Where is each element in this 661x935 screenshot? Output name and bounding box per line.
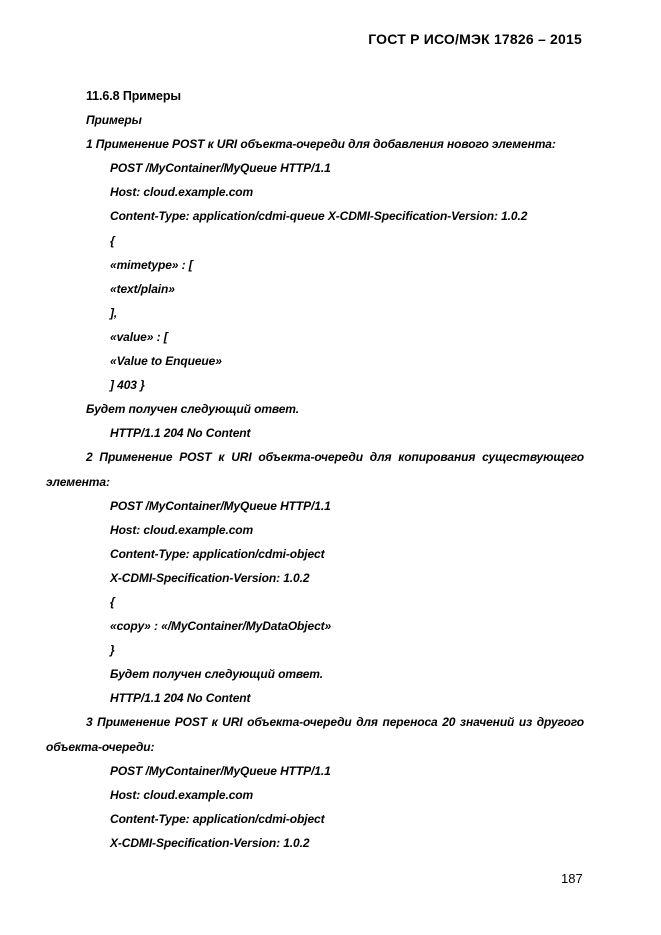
code-line: ] 403 } xyxy=(110,378,145,393)
code-line: POST /MyContainer/MyQueue HTTP/1.1 xyxy=(110,498,331,513)
code-line: ], xyxy=(110,305,118,320)
code-line: X-CDMI-Specification-Version: 1.0.2 xyxy=(110,570,310,585)
code-line: POST /MyContainer/MyQueue HTTP/1.1 xyxy=(110,161,331,176)
document-body xyxy=(46,84,584,855)
example-1-title: 1 Применение POST к URI объекта-очереди для добавления нового элемента: xyxy=(86,137,556,152)
example-1-response: HTTP/1.1 204 No Content xyxy=(110,426,251,441)
code-line: Content-Type: application/cdmi-object xyxy=(110,546,325,561)
code-line: «mimetype» : [ xyxy=(110,257,193,272)
code-line: Content-Type: application/cdmi-object xyxy=(110,811,325,826)
code-line: Host: cloud.example.com xyxy=(110,787,254,802)
code-line: Host: cloud.example.com xyxy=(110,522,254,537)
code-line: POST /MyContainer/MyQueue HTTP/1.1 xyxy=(110,763,331,778)
page-number: 187 xyxy=(561,871,583,886)
code-line: X-CDMI-Specification-Version: 1.0.2 xyxy=(110,835,310,850)
example-2-title: 2 Применение POST к URI объекта-очереди для копирования существующего элемента: xyxy=(46,450,584,489)
code-line: Будет получен следующий ответ. xyxy=(110,667,323,682)
code-line: «Value to Enqueue» xyxy=(110,354,222,369)
section-title: 11.6.8 Примеры xyxy=(86,89,181,103)
code-line: «text/plain» xyxy=(110,281,175,296)
examples-label: Примеры xyxy=(86,113,142,128)
code-line: { xyxy=(110,594,115,609)
document-header: ГОСТ Р ИСО/МЭК 17826 – 2015 xyxy=(368,31,582,47)
example-1-response-label: Будет получен следующий ответ. xyxy=(86,402,299,417)
code-line: Host: cloud.example.com xyxy=(110,185,254,200)
code-line: «value» : [ xyxy=(110,329,168,344)
example-3-title: 3 Применение POST к URI объекта-очереди для переноса 20 значений из другого объекта-очереди: xyxy=(46,715,584,754)
code-line: } xyxy=(110,643,115,658)
code-line: Content-Type: application/cdmi-queue X-CDMI-Specification-Version: 1.0.2 xyxy=(110,209,528,224)
code-line: HTTP/1.1 204 No Content xyxy=(110,691,251,706)
code-line: { xyxy=(110,233,115,248)
code-line: «copy» : «/MyContainer/MyDataObject» xyxy=(110,619,332,634)
